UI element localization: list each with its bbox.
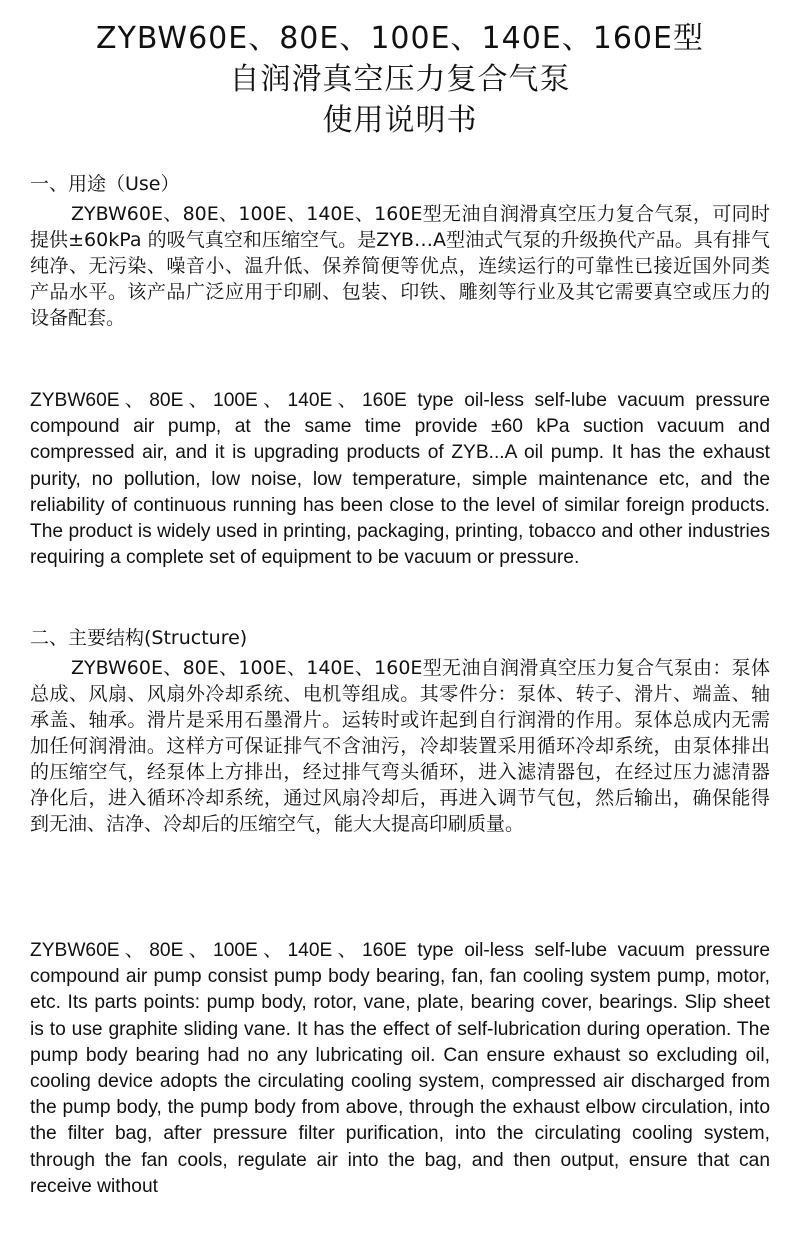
section-use-english bbox=[30, 388, 770, 571]
title-product-line: 自润滑真空压力复合气泵 bbox=[229, 62, 571, 97]
section-heading-structure: 二、主要结构(Structure) bbox=[30, 627, 248, 649]
section-structure-english-text: ZYBW60E、80E、100E、140E、160E type oil-less self-lube vacuum pressure compound air pump consist pump body bearing, fan, fan cooling system pump, motor, etc. Its parts points: pump body, rotor, vane, plate, bearing cover, bearings. Slip sheet is to use graphite sliding vane. It has the effect of self-lubrication during operation. The pump body bearing had no any lubricating oil. Can ensure exhaust so excluding oil, cooling device adopts the circulating cooling system, compressed air discharged from the pump body, the pump body from above, through the exhaust elbow circulation, into the filter bag, after pressure filter purification, into the circulating cooling system, through the fan cools, regulate air into the bag, and then output, ensure that can receive without bbox=[30, 940, 770, 1197]
title-model-line: ZYBW60E、80E、100E、140E、160E型 bbox=[96, 21, 704, 56]
section-structure-english bbox=[30, 938, 770, 1200]
section-use-chinese-text: ZYBW60E、80E、100E、140E、160E型无油自润滑真空压力复合气泵，可同时提供±60kPa 的吸气真空和压缩空气。是ZYB…A型油式气泵的升级换代产品。具有排气纯净、无污染、噪音小、温升低、保养简便等优点，连续运行的可靠性已接近国外同类产品水平。该产品广泛应用于印刷、包装、印铁、雕刻等行业及其它需要真空或压力的设备配套。 bbox=[30, 203, 770, 329]
section-heading-use: 一、用途（Use） bbox=[30, 173, 180, 195]
section-use-english-text: ZYBW60E、80E、100E、140E、160E type oil-less self-lube vacuum pressure compound air pump, at the same time provide ±60 kPa suction vacuum and compressed air, and it is upgrading products of ZYB...A oil pump. It has the exhaust purity, no pollution, low noise, low temperature, simple maintenance etc, and the reliability of continuous running has been close to the level of similar foreign products. The product is widely used in printing, packaging, printing, tobacco and other industries requiring a complete set of equipment to be vacuum or pressure. bbox=[30, 390, 770, 569]
document-title bbox=[0, 18, 800, 141]
section-structure-chinese-text: ZYBW60E、80E、100E、140E、160E型无油自润滑真空压力复合气泵由：泵体总成、风扇、风扇外冷却系统、电机等组成。其零件分：泵体、转子、滑片、端盖、轴承盖、轴承。滑片是采用石墨滑片。运转时或许起到自行润滑的作用。泵体总成内无需加任何润滑油。这样方可保证排气不含油污，冷却装置采用循环冷却系统，由泵体排出的压缩空气，经泵体上方排出，经过排气弯头循环，进入滤清器包，在经过压力滤清器净化后，进入循环冷却系统，通过风扇冷却后，再进入调节气包，然后输出，确保能得到无油、洁净、冷却后的压缩空气，能大大提高印刷质量。 bbox=[30, 657, 770, 835]
section-use bbox=[30, 172, 770, 331]
title-manual-line: 使用说明书 bbox=[322, 103, 478, 138]
section-structure bbox=[30, 626, 770, 837]
